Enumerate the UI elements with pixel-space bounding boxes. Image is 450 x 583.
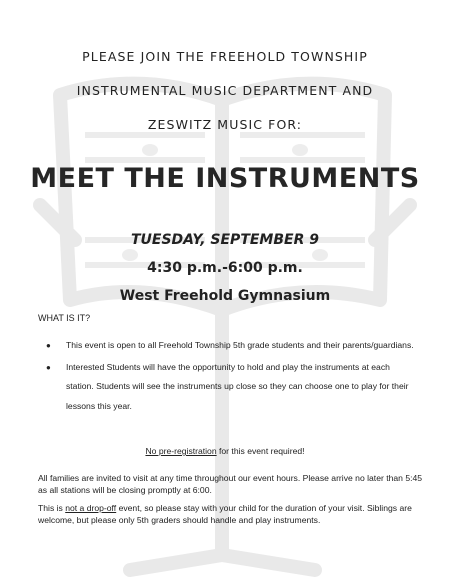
supervision-paragraph [38, 502, 428, 526]
event-venue: West Freehold Gymnasium [119, 288, 331, 304]
intro-line-1: PLEASE JOIN THE FREEHOLD TOWNSHIP [82, 49, 368, 64]
intro-line-2: INSTRUMENTAL MUSIC DEPARTMENT AND [76, 83, 374, 98]
event-title: MEET THE INSTRUMENTS [30, 163, 420, 194]
no-registration-notice [0, 446, 450, 456]
no-registration-rest: for this event required! [216, 446, 305, 456]
event-time: 4:30 p.m.-6:00 p.m. [147, 260, 303, 276]
supervision-before: This is [38, 503, 66, 513]
intro-line-3: ZESWITZ MUSIC FOR: [147, 117, 303, 132]
event-date: TUESDAY, SEPTEMBER 9 [130, 232, 319, 248]
list-item [46, 358, 418, 417]
supervision-after: event, so please stay with your child for the duration of your visit. Siblings are welcome, but please only 5th graders should handle and play instruments. [38, 503, 412, 525]
not-drop-off-emphasis: not a drop-off [65, 503, 117, 513]
bullet-text: Interested Students will have the opportunity to hold and play the instruments at each station. Students will see the instruments up close so they can choose one to play for their lessons this year. [66, 361, 409, 411]
bullet-icon: ● [46, 341, 51, 350]
bullet-text: This event is open to all Freehold Township 5th grade students and their parents/guardians. [66, 340, 414, 350]
what-heading: WHAT IS IT? [38, 313, 91, 323]
intro-text [20, 40, 430, 142]
bullet-icon: ● [46, 362, 51, 372]
arrival-paragraph: All families are invited to visit at any time throughout our event hours. Please arrive no later than 5:45 as all stations will be closing promptly at 6:00. [38, 473, 423, 495]
no-registration-emphasis: No pre-registration [145, 446, 217, 456]
details-list [46, 336, 418, 418]
list-item [46, 336, 418, 356]
